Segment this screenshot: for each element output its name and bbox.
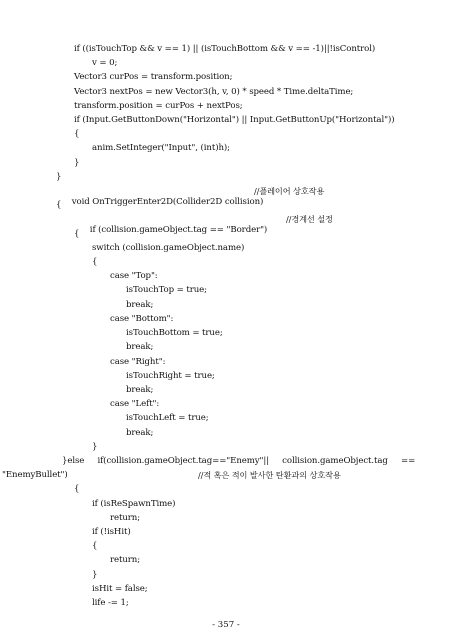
code-line: { (92, 257, 98, 267)
code-line: if (!isHit) (92, 527, 131, 537)
code-line: "EnemyBullet") //적 혹은 적이 발사한 탄환과의 상호작용 (2, 470, 341, 480)
code-line: { (92, 541, 98, 551)
code-line: break; (126, 300, 154, 310)
code-line: anim.SetInteger("Input", (int)h); (92, 143, 230, 153)
code-line: isTouchBottom = true; (126, 328, 223, 338)
code-line: return; (110, 513, 141, 523)
code-line: { (74, 229, 80, 239)
code-line: switch (collision.gameObject.name) (92, 243, 245, 253)
code-line: if ((isTouchTop && v == 1) || (isTouchBottom && v == -1)||!isControl) (74, 44, 376, 54)
code-line: } (92, 570, 98, 580)
code-line: }else if(collision.gameObject.tag=="Enemy"|| collision.gameObject.tag == (62, 456, 416, 466)
code-line: break; (126, 342, 154, 352)
code-line: { (56, 200, 62, 210)
code-line: isHit = false; (92, 584, 148, 594)
code-line: case "Right": (110, 357, 166, 367)
code-line: void OnTriggerEnter2D(Collider2D collision) //플레이어 상호작용 (71, 186, 325, 207)
code-line: break; (126, 385, 154, 395)
code-line: { (74, 484, 80, 494)
code-line: isTouchTop = true; (126, 285, 207, 295)
code-line: transform.position = curPos + nextPos; (74, 101, 243, 111)
code-line: life -= 1; (92, 598, 129, 608)
code-comment: //경계선 설정 (286, 214, 333, 224)
code-line: if (isReSpawnTime) (92, 499, 176, 509)
code-comment: //플레이어 상호작용 (254, 186, 325, 196)
code-line: if (Input.GetButtonDown("Horizontal") || Input.GetButtonUp("Horizontal")) (74, 115, 395, 125)
page-number: - 357 - (212, 620, 240, 630)
code-line: } (74, 158, 80, 168)
code-line: break; (126, 428, 154, 438)
code-line: case "Top": (110, 271, 158, 281)
code-line: isTouchLeft = true; (126, 413, 209, 423)
code-line: v = 0; (92, 58, 118, 68)
code-line: isTouchRight = true; (126, 371, 215, 381)
code-line: case "Bottom": (110, 314, 174, 324)
code-line: { (74, 129, 80, 139)
code-line: case "Left": (110, 399, 160, 409)
code-line: } (56, 172, 62, 182)
code-line: Vector3 nextPos = new Vector3(h, v, 0) * speed * Time.deltaTime; (74, 87, 354, 97)
code-line: } (92, 442, 98, 452)
code-line: if (collision.gameObject.tag == "Border") //경계선 설정 (89, 214, 333, 235)
code-comment: //적 혹은 적이 발사한 탄환과의 상호작용 (198, 470, 341, 480)
code-line: Vector3 curPos = transform.position; (74, 72, 233, 82)
code-line: return; (110, 555, 141, 565)
